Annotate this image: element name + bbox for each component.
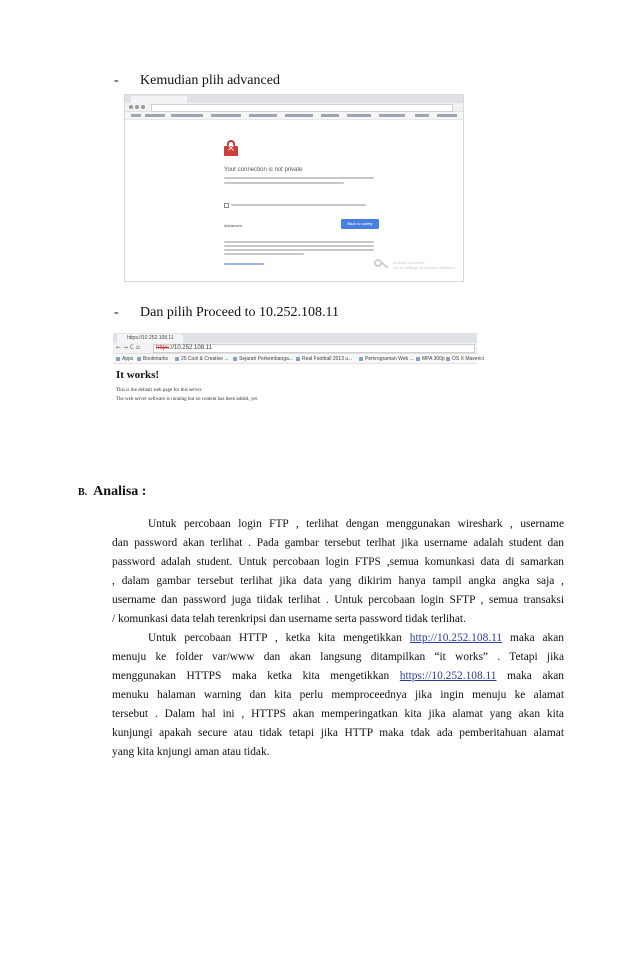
paragraph-line: dan password akan terlihat . Pada gambar tersebut terlhat jika username adalah student dan xyxy=(112,537,564,549)
paragraph-line: username dan password juga tiidak terlihat . Untuk percobaan login SFTP , semua transaksi xyxy=(112,594,564,606)
section-letter: B. xyxy=(78,487,88,498)
step-text: Kemudian plih advanced xyxy=(140,73,280,88)
paragraph-line: menuju ke folder var/www dan akan langsung ditampilkan “it works” . Tetapi jika xyxy=(112,651,564,663)
step-1 xyxy=(114,73,280,89)
paragraph-line: menggunakan HTTPS maka ketka kita mengetikkan https://10.252.108.11 maka akan xyxy=(112,670,564,682)
windows-key-icon xyxy=(372,258,390,272)
browser-tab: https://10.252.108.11 xyxy=(117,334,183,343)
default-page-line: This is the default web page for this server. xyxy=(116,388,203,393)
bookmarks-bar xyxy=(125,112,463,120)
activate-windows-watermark: Activate Windows Go to Settings to activate Windows. xyxy=(393,260,457,270)
section-title: Analisa : xyxy=(93,484,147,499)
screenshot-it-works xyxy=(113,333,484,408)
paragraph-2 xyxy=(112,629,564,762)
url-field: https://10.252.108.11 xyxy=(153,344,475,353)
screenshot-privacy-warning xyxy=(125,95,463,281)
paragraph-line: , dalam gambar tersebut terlihat jika data yang dikirim hanya tampil angka angka saja , xyxy=(112,575,564,587)
bookmark-item: Sejarah Perkembanga... xyxy=(233,356,293,362)
bookmark-item: OS X Mavericl xyxy=(446,356,484,362)
paragraph-line: Untuk percobaan HTTP , ketka kita mengetikkan http://10.252.108.11 maka akan xyxy=(148,632,564,644)
browser-tab xyxy=(131,96,187,103)
paragraph-line: Untuk percobaan login FTP , terlihat dengan menggunakan wireshark , username xyxy=(148,518,564,530)
paragraph-line: password adalah student. Untuk percobaan login FTPS ,semua komunkasi data di samarkan xyxy=(112,556,564,568)
bookmark-item: Real Football 2013 u... xyxy=(296,356,352,362)
advanced-link: Advanced xyxy=(224,223,242,228)
bookmarks-bar xyxy=(113,354,484,364)
bookmark-item: MPA 300p xyxy=(416,356,445,362)
step-text: Dan pilih Proceed to 10.252.108.11 xyxy=(140,305,339,320)
browser-tab-bar xyxy=(125,95,463,103)
step-dash: - xyxy=(114,73,119,88)
checkbox-icon xyxy=(224,203,229,208)
browser-address-bar xyxy=(113,343,477,354)
url-field xyxy=(151,104,453,112)
step-dash: - xyxy=(114,305,119,320)
paragraph-1 xyxy=(112,515,564,629)
https-link[interactable]: https://10.252.108.11 xyxy=(399,670,497,682)
server-software-line: The web server software is running but no content has been added, yet. xyxy=(116,397,259,402)
bookmark-item: Apps xyxy=(116,356,133,362)
paragraph-line: yang kita knjungi aman atau tidak. xyxy=(112,746,270,758)
section-heading xyxy=(78,484,146,500)
http-link[interactable]: http://10.252.108.11 xyxy=(409,632,503,644)
browser-tab-bar xyxy=(113,333,477,343)
back-to-safety-button: Back to safety xyxy=(341,219,379,229)
bookmark-item: 25 Cool & Creative ... xyxy=(175,356,229,362)
paragraph-line: kunjungi apakah secure atau tidak tetapi jika HTTP maka tdak ada pemberitahuan alamat xyxy=(112,727,564,739)
browser-address-bar xyxy=(125,103,463,112)
paragraph-line: / komunkasi data telah terenkripsi dan username serta password tidak terlihat. xyxy=(112,613,466,625)
warning-title: Your connection is not private xyxy=(224,167,303,173)
nav-buttons: ← → C ⌂ xyxy=(116,344,140,351)
paragraph-line: tersebut . Dalam hal ini , HTTPS akan memperingatkan kita jika alamat yang akan kita xyxy=(112,708,564,720)
it-works-heading: It works! xyxy=(116,369,160,381)
step-2 xyxy=(114,305,339,321)
bookmark-item: Pemrograman Web ... xyxy=(359,356,414,362)
lock-warning-icon xyxy=(224,140,238,156)
bookmark-item: Bookmarks xyxy=(137,356,168,362)
paragraph-line: menuku halaman warning dan kita perlu memproceednya jika ingin menuju ke alamat xyxy=(112,689,564,701)
